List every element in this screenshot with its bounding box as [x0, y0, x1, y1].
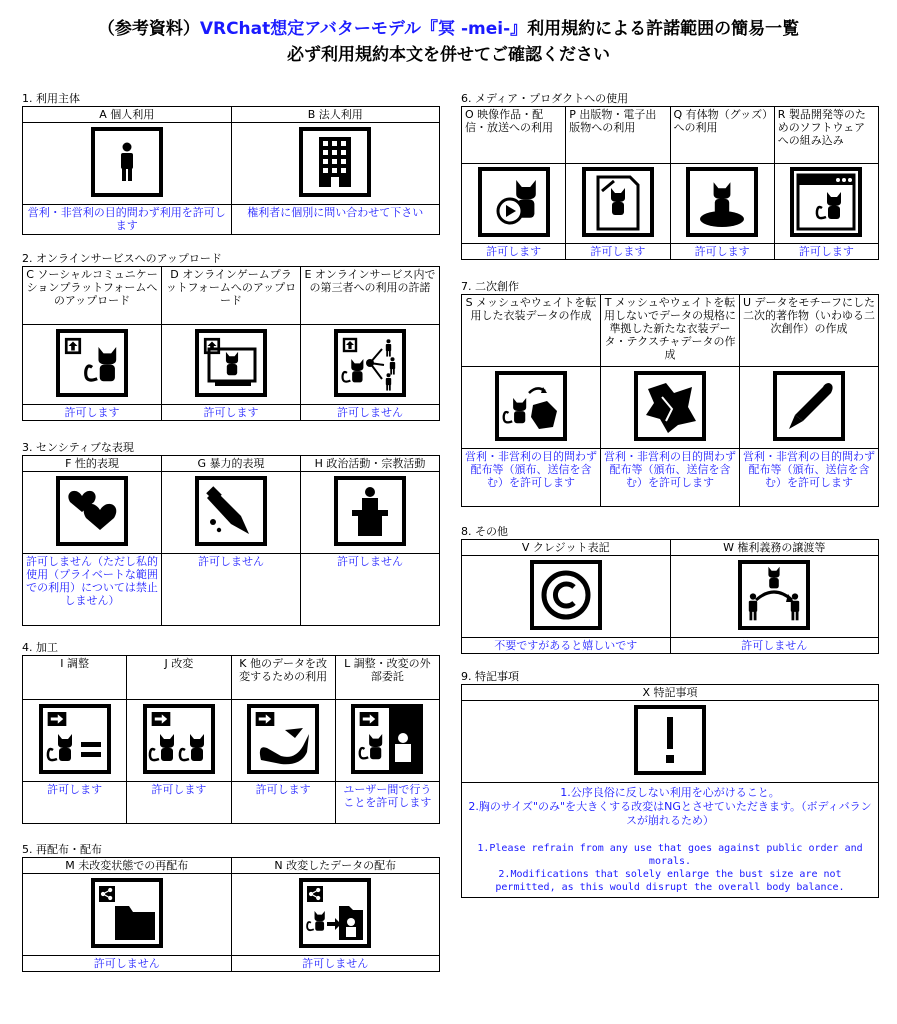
hearts-icon [56, 476, 128, 546]
item-j-status: 許可します [127, 782, 231, 824]
item-m-label: M 未改変状態での再配布 [23, 858, 232, 874]
item-v-status: 不要ですがあると嬉しいです [462, 638, 671, 654]
knife-icon [195, 476, 267, 546]
section-title: 6. メディア・プロダクトへの使用 [461, 92, 629, 105]
item-q-label: Q 有体物（グッズ）への利用 [670, 107, 774, 164]
item-x-label: X 特記事項 [462, 685, 879, 701]
item-f-label: F 性的表現 [23, 456, 162, 472]
permission-table [461, 294, 879, 507]
permission-table [22, 106, 440, 235]
permission-table [461, 106, 879, 260]
item-b-label: B 法人利用 [231, 107, 440, 123]
item-g-label: G 暴力的表現 [162, 456, 301, 472]
permission-table [22, 655, 440, 824]
item-a-status: 営利・非営利の目的問わず利用を許可します [23, 205, 232, 235]
copyright-icon [530, 560, 602, 630]
title-model-name: VRChat想定アバターモデル『冥 -mei-』 [199, 19, 528, 39]
title-suffix: 利用規約による許諾範囲の簡易一覧 [527, 19, 800, 39]
item-u-status: 営利・非営利の目的問わず配布等（頒布、送信を含む）を許可します [740, 449, 879, 507]
section-sensitive [22, 441, 440, 626]
section-other [461, 525, 879, 654]
item-i-label: I 調整 [23, 656, 127, 700]
item-u-label: U データをモチーフにした二次的著作物（いわゆる二次創作）の作成 [740, 295, 879, 367]
pen-icon [773, 371, 845, 441]
outsource-icon [351, 704, 423, 774]
item-q-status: 許可します [670, 244, 774, 260]
building-icon [299, 127, 371, 197]
item-p-label: P 出版物・電子出版物への利用 [566, 107, 670, 164]
section-title: 2. オンラインサービスへのアップロード [22, 252, 222, 265]
section-title: 8. その他 [461, 525, 508, 538]
item-d-label: D オンラインゲームプラットフォームへのアップロード [162, 267, 301, 325]
note-ja-1: 1.公序良俗に反しない利用を心がけること。 [560, 786, 780, 799]
note-ja-2: 2.胸のサイズ"のみ"を大きくする改変はNGとさせていただきます。（ボディバランスが崩れるため） [468, 800, 872, 827]
item-c-label: C ソーシャルコミュニケーションプラットフォームへのアップロード [23, 267, 162, 325]
permission-table [22, 857, 440, 972]
item-a-label: A 個人利用 [23, 107, 232, 123]
page-subtitle: 必ず利用規約本文を併せてご確認ください [287, 45, 610, 65]
publication-icon [582, 167, 654, 237]
item-s-status: 営利・非営利の目的問わず配布等（頒布、送信を含む）を許可します [462, 449, 601, 507]
note-en-2: 2.Modifications that solely enlarge the bust size are not permitted, as this would disrupt the overall body balance. [495, 869, 845, 893]
transfer-icon [738, 560, 810, 630]
note-en-1: 1.Please refrain from any use that goes against public order and morals. [477, 843, 863, 867]
permission-table [22, 455, 440, 626]
item-f-status: 許可しません（ただし私的使用（プライベートな範囲での利用）については禁止しません） [23, 554, 162, 626]
item-n-label: N 改変したデータの配布 [231, 858, 440, 874]
upload-game-icon [195, 329, 267, 397]
modify-icon [143, 704, 215, 774]
software-icon [790, 167, 862, 237]
section-special-notes [461, 670, 879, 898]
section-processing [22, 641, 440, 824]
item-k-label: K 他のデータを改変するための利用 [231, 656, 335, 700]
item-t-status: 営利・非営利の目的問わず配布等（頒布、送信を含む）を許可します [601, 449, 740, 507]
item-l-status: ユーザー間で行うことを許可します [335, 782, 439, 824]
title-prefix: （参考資料） [97, 19, 200, 39]
permission-table [22, 266, 440, 421]
item-o-status: 許可します [462, 244, 566, 260]
podium-icon [334, 476, 406, 546]
adjust-icon [39, 704, 111, 774]
item-r-label: R 製品開発等のためのソフトウェアへの組み込み [774, 107, 878, 164]
upload-social-icon [56, 329, 128, 397]
item-h-label: H 政治活動・宗教活動 [301, 456, 440, 472]
redistribute-icon [91, 878, 163, 948]
section-title: 9. 特記事項 [461, 670, 519, 683]
item-h-status: 許可しません [301, 554, 440, 626]
section-title: 7. 二次創作 [461, 280, 519, 293]
item-v-label: V クレジット表記 [462, 540, 671, 556]
item-k-status: 許可します [231, 782, 335, 824]
item-p-status: 許可します [566, 244, 670, 260]
exclamation-icon [634, 705, 706, 775]
item-d-status: 許可します [162, 405, 301, 421]
person-icon [91, 127, 163, 197]
distribute-modified-icon [299, 878, 371, 948]
section-redistribution [22, 843, 440, 972]
goods-icon [686, 167, 758, 237]
item-n-status: 許可しません [231, 956, 440, 972]
item-b-status: 権利者に個別に問い合わせて下さい [231, 205, 440, 235]
new-costume-icon [634, 371, 706, 441]
section-media-products [461, 92, 879, 260]
item-j-label: J 改変 [127, 656, 231, 700]
item-c-status: 許可します [23, 405, 162, 421]
section-title: 5. 再配布・配布 [22, 843, 102, 856]
item-w-status: 許可しません [670, 638, 879, 654]
item-s-label: S メッシュやウェイトを転用した衣装データの作成 [462, 295, 601, 367]
item-g-status: 許可しません [162, 554, 301, 626]
item-o-label: O 映像作品・配信・放送への利用 [462, 107, 566, 164]
notes-table [461, 684, 879, 898]
section-title: 4. 加工 [22, 641, 58, 654]
item-r-status: 許可します [774, 244, 878, 260]
mesh-reuse-icon [495, 371, 567, 441]
item-t-label: T メッシュやウェイトを転用しないでデータの規格に準拠した新たな衣装データ・テクスチャデータの作成 [601, 295, 740, 367]
item-l-label: L 調整・改変の外部委託 [335, 656, 439, 700]
section-title: 3. センシティブな表現 [22, 441, 134, 454]
video-icon [478, 167, 550, 237]
item-w-label: W 権利義務の譲渡等 [670, 540, 879, 556]
third-party-icon [334, 329, 406, 397]
permission-table [461, 539, 879, 654]
item-e-label: E オンラインサービス内での第三者への利用の許諾 [301, 267, 440, 325]
item-m-status: 許可しません [23, 956, 232, 972]
section-title: 1. 利用主体 [22, 92, 80, 105]
section-online-upload [22, 252, 440, 421]
section-usage-subject [22, 92, 440, 235]
page-title [0, 14, 897, 39]
item-i-status: 許可します [23, 782, 127, 824]
item-e-status: 許可しません [301, 405, 440, 421]
use-for-other-icon [247, 704, 319, 774]
section-derivative-works [461, 280, 879, 507]
